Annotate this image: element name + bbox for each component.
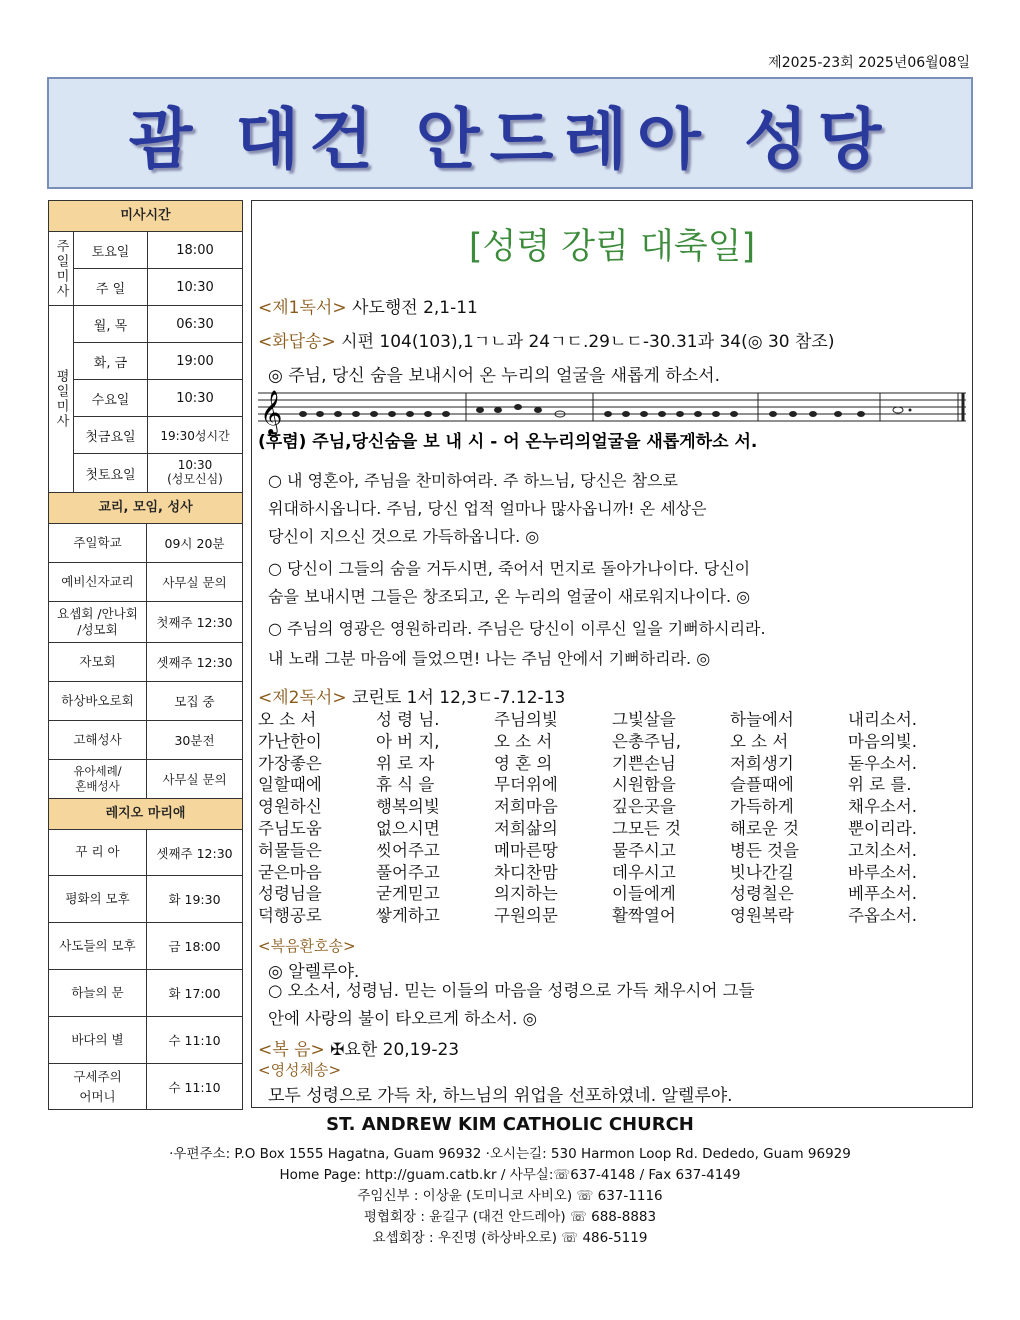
church-title: 괌 대건 안드레아 성당 [128, 100, 892, 178]
time: 19:00 [176, 353, 214, 369]
cell: 활짝열어 [612, 906, 676, 926]
psalm-verse-line: ○ 당신이 그들의 숨을 거두시면, 죽어서 먼지로 돌아가나이다. 당신이 [268, 559, 751, 578]
legio-row [49, 1017, 242, 1064]
cell: 바루소서. [848, 862, 918, 882]
value: 09시 20분 [164, 536, 225, 551]
time: 19:30성시간 [160, 428, 230, 443]
cell: 가득하게 [730, 797, 794, 817]
footer-pastor: 주임신부 : 이상윤 (도미니코 사비오) ☏ 637-1116 [357, 1188, 663, 1204]
name: 사도들의 모후 [49, 923, 147, 969]
cell: 오 소 서 [730, 731, 789, 751]
sequence-row [258, 731, 948, 753]
sequence-row [258, 709, 948, 731]
legio-row [49, 1064, 242, 1109]
footer-church-name: ST. ANDREW KIM CATHOLIC CHURCH [326, 1114, 694, 1135]
sequence-row [258, 905, 948, 927]
cell: 하늘에서 [730, 710, 794, 729]
cell: 의지하는 [494, 884, 558, 904]
cell: 일할때에 [258, 775, 322, 795]
value: 첫째주 12:30 [156, 615, 233, 630]
psalm [258, 327, 834, 352]
gospel-ref: ✠요한 20,19-23 [324, 1040, 460, 1060]
cell: 차디찬맘 [494, 862, 558, 882]
cell: 오 소 서 [494, 731, 553, 751]
edu-row [49, 721, 242, 760]
day: 월, 목 [74, 306, 148, 342]
cell: 영원하신 [258, 797, 322, 817]
legio-row [49, 876, 242, 923]
cell: 저희마음 [494, 797, 558, 817]
value: 수 11:10 [168, 1079, 221, 1095]
communion-tag: <영성체송> [258, 1061, 342, 1079]
day: 첫금요일 [74, 417, 148, 453]
cell: 허물들은 [258, 840, 322, 860]
first-reading [258, 293, 478, 318]
cell: 물주시고 [612, 840, 676, 860]
value: 셋째주 12:30 [156, 845, 233, 861]
name: 평화의 모후 [49, 876, 147, 922]
schedule-row [74, 343, 242, 380]
cell: 없으시면 [376, 818, 440, 838]
name: 바다의 별 [49, 1017, 147, 1063]
cell: 구원의문 [494, 906, 558, 926]
name: 자모회 [49, 643, 147, 681]
legio-row [49, 830, 242, 876]
second-reading-ref: 코린토 1서 12,3ㄷ-7.12-13 [346, 688, 566, 708]
sequence-poem [258, 709, 948, 927]
weekday-mass-label: 평일미사 [49, 306, 74, 492]
first-reading-tag: <제1독서> [258, 298, 347, 318]
cell: 영 혼 의 [494, 753, 553, 773]
communion-text: 모두 성령으로 가득 차, 하느님의 위업을 선포하였네. 알렐루야. [268, 1086, 733, 1106]
psalm-verse-line: 당신이 지으신 것으로 가득하옵니다. ◎ [268, 527, 540, 546]
name: 예비신자교리 [49, 563, 147, 601]
name: 주일학교 [49, 524, 147, 562]
cell: 가장좋은 [258, 753, 322, 773]
cell: 이들에게 [612, 884, 676, 904]
cell: 깊은곳을 [612, 797, 676, 817]
name: 하늘의 문 [49, 970, 147, 1016]
psalm-verse-line: 내 노래 그분 마음에 들었으면! 나는 주님 안에서 기뻐하리라. ◎ [268, 649, 711, 668]
cell: 병든 것을 [730, 840, 800, 860]
cell: 시원함을 [612, 775, 676, 795]
cell: 은총주님, [612, 731, 682, 751]
alleluia-verse-line: 안에 사랑의 불이 타오르게 하소서. ◎ [268, 1009, 538, 1028]
music-score [258, 387, 970, 453]
time: 10:30 [176, 279, 214, 295]
cell: 성령칠은 [730, 884, 794, 904]
schedule-row [74, 380, 242, 417]
cell: 성령님을 [258, 884, 322, 904]
edu-row [49, 602, 242, 643]
day: 수요일 [74, 380, 148, 416]
sequence-row [258, 796, 948, 818]
alleluia-response: ◎ 알렐루야. [268, 962, 360, 982]
cell: 메마른땅 [494, 840, 558, 860]
footer-joseph: 요셉회장 : 우진명 (하상바오로) ☏ 486-5119 [372, 1230, 648, 1246]
first-reading-ref: 사도행전 2,1-11 [346, 298, 478, 318]
cell: 해로운 것 [730, 818, 800, 838]
psalm-verse-line: ○ 내 영혼아, 주님을 찬미하여라. 주 하느님, 당신은 참으로 [268, 471, 678, 490]
alleluia-tag: <복음환호송> [258, 937, 356, 955]
sequence-row [258, 840, 948, 862]
sequence-row [258, 818, 948, 840]
cell: 풀어주고 [376, 862, 440, 882]
cell: 씻어주고 [376, 840, 440, 860]
sequence-row [258, 883, 948, 905]
legio-row [49, 923, 242, 970]
name: 하상바오로회 [49, 682, 147, 720]
cell: 그빛살을 [612, 710, 676, 729]
psalm-ref: 시편 104(103),1ㄱㄴ과 24ㄱㄷ.29ㄴㄷ-30.31과 34(◎ 30 참조) [335, 332, 835, 352]
gospel [258, 1035, 459, 1060]
cell: 성 령 님. [376, 710, 440, 729]
name: 구세주의 어머니 [49, 1064, 147, 1109]
schedule-row [74, 232, 242, 269]
cell: 채우소서. [848, 797, 918, 817]
cell: 굳은마음 [258, 862, 322, 882]
cell: 고치소서. [848, 840, 918, 860]
cell: 아 버 지, [376, 731, 440, 751]
value: 30분전 [174, 733, 215, 748]
schedule-row [74, 454, 242, 492]
cell: 영원복락 [730, 906, 794, 926]
psalm-verse-line: 숨을 보내시면 그들은 창조되고, 온 누리의 얼굴이 새로워지나이다. ◎ [268, 587, 751, 606]
edu-row [49, 682, 242, 721]
sequence-row [258, 862, 948, 884]
gospel-tag: <복 음> [258, 1040, 325, 1060]
value: 수 11:10 [168, 1033, 221, 1048]
cell: 휴 식 을 [376, 775, 435, 795]
day: 화, 금 [74, 343, 148, 379]
psalm-verse-line: ○ 주님의 영광은 영원하리라. 주님은 당신이 이루신 일을 기뻐하시리라. [268, 619, 766, 638]
cell: 위 로 자 [376, 753, 435, 773]
footer-council: 평협회장 : 윤길구 (대건 안드레아) ☏ 688-8883 [363, 1209, 657, 1225]
sequence-row [258, 774, 948, 796]
cell: 저희생기 [730, 753, 794, 773]
cell: 마음의빛. [848, 731, 918, 751]
cell: 가난한이 [258, 731, 322, 751]
svg-text:𝄞: 𝄞 [260, 390, 283, 434]
cell: 기쁜손님 [612, 753, 676, 773]
time: 18:00 [176, 242, 214, 258]
name: 꾸 리 아 [49, 830, 147, 875]
cell: 주옵소서. [848, 906, 918, 926]
weekday-mass-group [49, 306, 242, 493]
cell: 저희삶의 [494, 818, 558, 838]
schedule-row [74, 417, 242, 454]
schedule-sidebar [48, 200, 243, 1110]
cell: 빗나간길 [730, 862, 794, 882]
cell: 베푸소서. [848, 884, 918, 904]
legio-header: 레지오 마리애 [49, 799, 242, 830]
value: 금 18:00 [168, 939, 221, 954]
value: 화 17:00 [168, 986, 221, 1001]
edu-row [49, 563, 242, 602]
banner [47, 77, 973, 189]
cell: 무더위에 [494, 775, 558, 795]
issue-number: 제2025-23회 2025년06월08일 [768, 55, 970, 71]
schedule-row [74, 269, 242, 305]
sunday-mass-group [49, 232, 242, 306]
second-reading [258, 683, 565, 708]
feast-title: [성령 강림 대축일] [468, 227, 756, 267]
edu-header: 교리, 모임, 성사 [49, 493, 242, 524]
value: 화 19:30 [168, 892, 221, 907]
name: 고해성사 [49, 721, 147, 759]
day: 첫토요일 [74, 454, 148, 492]
edu-row [49, 643, 242, 682]
cell: 그모든 것 [612, 818, 682, 838]
schedule-row [74, 306, 242, 343]
sunday-mass-label: 주일미사 [49, 232, 74, 305]
value: 셋째주 12:30 [156, 655, 233, 670]
mass-header: 미사시간 [49, 201, 242, 232]
cell: 덕행공로 [258, 906, 322, 926]
psalm-tag: <화답송> [258, 332, 336, 352]
sequence-row [258, 753, 948, 775]
psalm-response: ◎ 주님, 당신 숨을 보내시어 온 누리의 얼굴을 새롭게 하소서. [268, 366, 720, 386]
edu-row [49, 524, 242, 563]
alleluia-verse-line: ○ 오소서, 성령님. 믿는 이들의 마음을 성령으로 가득 채우시어 그들 [268, 981, 755, 1000]
cell: 돋우소서. [848, 753, 918, 773]
cell: 내리소서. [848, 710, 918, 729]
footer-address: ·우편주소: P.O Box 1555 Hagatna, Guam 96932 ·오시는길: 530 Harmon Loop Rd. Dededo, Guam 96929 [169, 1146, 851, 1162]
cell: 슬플때에 [730, 775, 794, 795]
psalm-verse-line: 위대하시옵니다. 주님, 당신 업적 얼마나 많사옵니까! 온 세상은 [268, 499, 707, 518]
cell: 행복의빛 [376, 797, 440, 817]
edu-row [49, 760, 242, 799]
day: 주 일 [74, 269, 148, 305]
cell: 주님의빛 [494, 710, 558, 729]
day: 토요일 [74, 232, 148, 268]
name: 유아세례/ 혼배성사 [49, 760, 147, 798]
legio-row [49, 970, 242, 1017]
music-refrain: (후렴) 주님,당신숨을 보 내 시 - 어 온누리의얼굴을 새롭게하소 서. [258, 432, 758, 452]
value: 모집 중 [174, 694, 215, 709]
name: 요셉회 /안나회 /성모회 [49, 602, 147, 642]
footer-contact: Home Page: http://guam.catb.kr / 사무실:☏637-4148 / Fax 637-4149 [279, 1167, 741, 1183]
cell: 굳게믿고 [376, 884, 440, 904]
cell: 주님도움 [258, 818, 322, 838]
value: 사무실 문의 [162, 575, 227, 590]
second-reading-tag: <제2독서> [258, 688, 347, 708]
value: 사무실 문의 [162, 772, 227, 787]
time: 10:30 (성모신심) [167, 458, 223, 486]
cell: 쌓게하고 [376, 906, 440, 926]
cell: 오 소 서 [258, 710, 317, 729]
liturgy-box [251, 200, 973, 1108]
time: 10:30 [176, 390, 214, 406]
time: 06:30 [176, 316, 214, 332]
cell: 데우시고 [612, 862, 676, 882]
cell: 위 로 를. [848, 775, 912, 795]
cell: 뿐이리라. [848, 818, 918, 838]
